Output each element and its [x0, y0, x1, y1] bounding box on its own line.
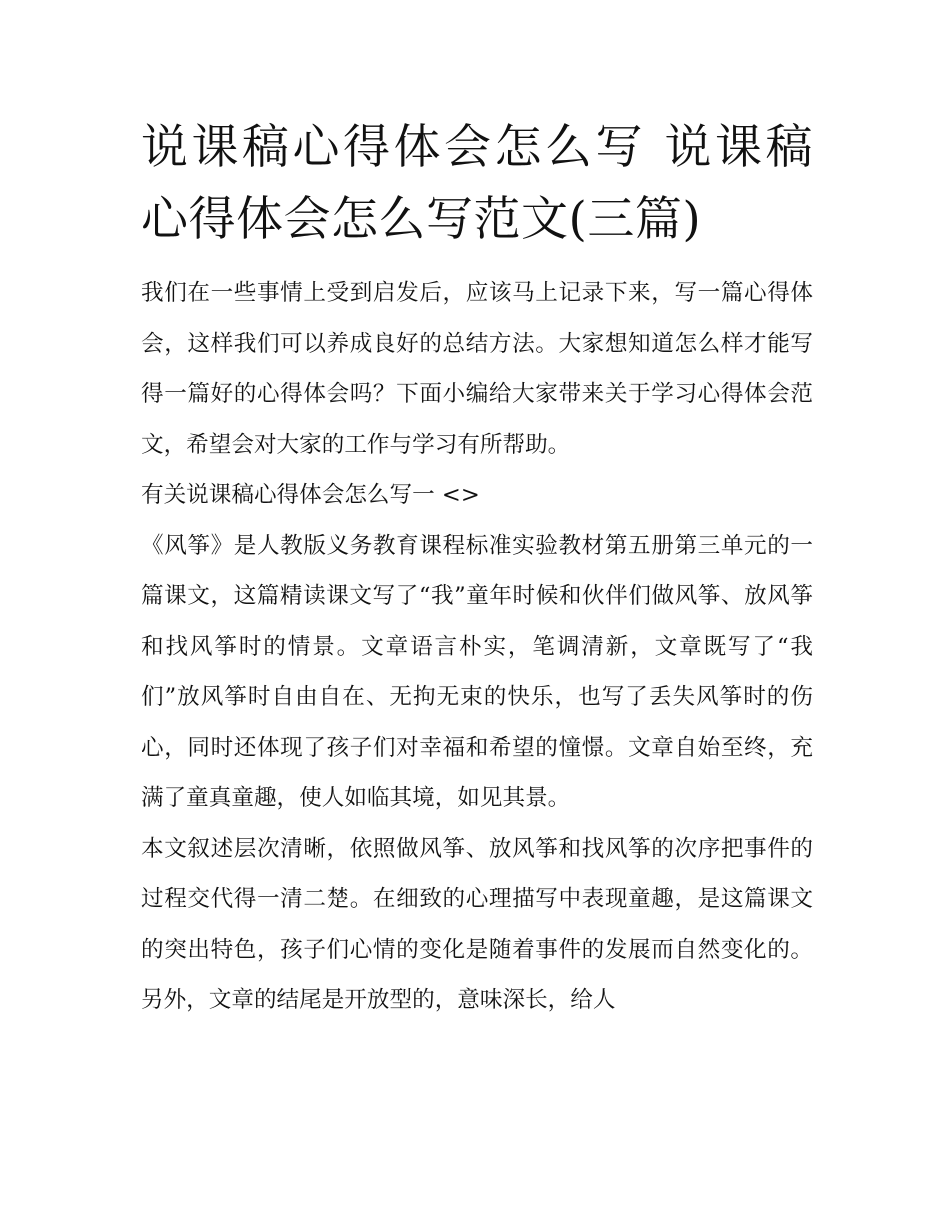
document-body — [141, 112, 813, 1026]
intro-paragraph: 我们在一些事情上受到启发后，应该马上记录下来，写一篇心得体会，这样我们可以养成良好的总结方法。大家想知道怎么样才能写得一篇好的心得体会吗？下面小编给大家带来关于学习心得体会范文，希望会对大家的工作与学习有所帮助。 — [141, 280, 813, 458]
document-title: 说课稿心得体会怎么写 说课稿心得体会怎么写范文(三篇) — [141, 120, 813, 247]
section-heading: 有关说课稿心得体会怎么写一 <> — [141, 482, 480, 508]
body-paragraph-1: 《风筝》是人教版义务教育课程标准实验教材第五册第三单元的一篇课文，这篇精读课文写了“我”童年时候和伙伴们做风筝、放风筝和找风筝时的情景。文章语言朴实，笔调清新，文章既写了“我们”放风筝时自由自在、无拘无束的快乐，也写了丢失风筝时的伤心，同时还体现了孩子们对幸福和希望的憧憬。文章自始至终，充满了童真童趣，使人如临其境，如见其景。 — [141, 532, 813, 811]
body-paragraph-2: 本文叙述层次清晰，依照做风筝、放风筝和找风筝的次序把事件的过程交代得一清二楚。在细致的心理描写中表现童趣，是这篇课文的突出特色，孩子们心情的变化是随着事件的发展而自然变化的。另外，文章的结尾是开放型的，意味深长，给人 — [141, 835, 813, 1013]
